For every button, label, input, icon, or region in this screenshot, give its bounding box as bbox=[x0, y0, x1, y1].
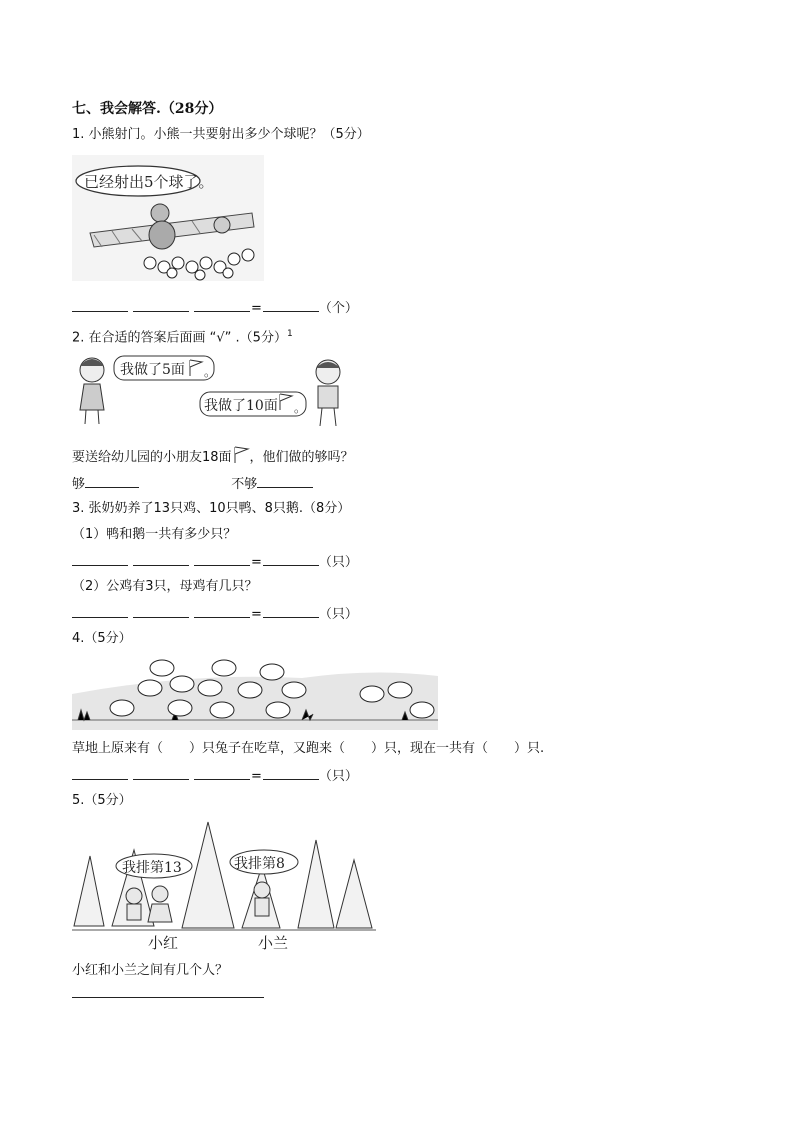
q4-text: 草地上原来有（ ）只兔子在吃草，又跑来（ ）只，现在一共有（ ）只. bbox=[72, 741, 545, 756]
q3-sub2: （2）公鸡有3只，母鸡有几只？ bbox=[72, 579, 258, 594]
q3-2-blank-2[interactable] bbox=[133, 604, 189, 618]
q4-blank-1[interactable] bbox=[72, 766, 128, 780]
q3-2-unit: （只） bbox=[318, 607, 358, 622]
q1-bubble-text: 已经射出5个球了。 bbox=[84, 173, 214, 191]
q3-2-blank-1[interactable] bbox=[72, 604, 128, 618]
q2-enough-label: 够 bbox=[72, 477, 86, 492]
q4-answer-line bbox=[72, 766, 358, 786]
q1-prompt: 1. 小熊射门。小熊一共要射出多少个球呢？（5分） bbox=[72, 127, 370, 142]
flag-icon bbox=[232, 446, 250, 464]
q3-prompt: 3. 张奶奶养了13只鸡、10只鸭、8只鹅.（8分） bbox=[72, 501, 351, 516]
q3-answer-line-1 bbox=[72, 552, 358, 572]
q5-name-left: 小红 bbox=[148, 934, 179, 952]
q1-unit: （个） bbox=[318, 301, 358, 316]
q3-2-blank-result[interactable] bbox=[263, 604, 319, 618]
q4-unit: （只） bbox=[318, 769, 358, 784]
q5-bubble-left-text: 我排第13 bbox=[122, 860, 182, 876]
q3-1-blank-3[interactable] bbox=[194, 552, 250, 566]
q3-answer-line-2 bbox=[72, 604, 358, 624]
section-title: 七、我会解答.（28分） bbox=[72, 101, 223, 117]
q2-bubble-left-end: 。 bbox=[204, 365, 217, 379]
q5-answer-blank[interactable] bbox=[72, 984, 264, 998]
q2-bubble-right-text: 我做了10面 bbox=[204, 398, 278, 414]
q2-not-enough-label: 不够 bbox=[231, 477, 258, 492]
q5-prompt: 5.（5分） bbox=[72, 793, 132, 808]
q2-picture bbox=[72, 348, 354, 434]
q5-question: 小红和小兰之间有几个人？ bbox=[72, 963, 229, 978]
q2-bubble-left-text: 我做了5面 bbox=[120, 362, 185, 378]
q3-2-equals: = bbox=[251, 607, 262, 622]
q1-blank-1[interactable] bbox=[72, 298, 128, 312]
q2-prompt: 2. 在合适的答案后面画 “√” .（5分）$^1$ bbox=[72, 329, 293, 346]
q5-name-right: 小兰 bbox=[258, 934, 289, 952]
q1-blank-result[interactable] bbox=[263, 298, 319, 312]
q4-picture bbox=[72, 654, 440, 734]
q2-mark: 1 bbox=[286, 329, 293, 339]
q3-2-blank-3[interactable] bbox=[194, 604, 250, 618]
q4-blank-3[interactable] bbox=[194, 766, 250, 780]
q4-prompt: 4.（5分） bbox=[72, 631, 132, 646]
q1-blank-2[interactable] bbox=[133, 298, 189, 312]
q2-question: 要送给幼儿园的小朋友18面 ，他们做的够吗？ bbox=[72, 446, 354, 467]
q3-sub1: （1）鸭和鹅一共有多少只？ bbox=[72, 527, 237, 542]
q5-picture bbox=[72, 816, 376, 962]
q2-bubble-right-end: 。 bbox=[294, 401, 307, 415]
q2-options bbox=[72, 474, 313, 494]
q1-picture bbox=[72, 155, 264, 285]
q3-1-equals: = bbox=[251, 555, 262, 570]
q4-blank-result[interactable] bbox=[263, 766, 319, 780]
q4-blank-2[interactable] bbox=[133, 766, 189, 780]
q1-blank-3[interactable] bbox=[194, 298, 250, 312]
q4-equals: = bbox=[251, 769, 262, 784]
q5-bubble-right-text: 我排第8 bbox=[234, 856, 285, 872]
q3-1-blank-result[interactable] bbox=[263, 552, 319, 566]
q3-1-blank-2[interactable] bbox=[133, 552, 189, 566]
q5-answer-line bbox=[72, 984, 264, 1004]
q3-1-unit: （只） bbox=[318, 555, 358, 570]
q3-1-blank-1[interactable] bbox=[72, 552, 128, 566]
q2-enough-blank[interactable] bbox=[85, 474, 139, 488]
q2-not-enough-blank[interactable] bbox=[257, 474, 313, 488]
q1-equals: = bbox=[251, 301, 262, 316]
q1-answer-line bbox=[72, 298, 358, 318]
